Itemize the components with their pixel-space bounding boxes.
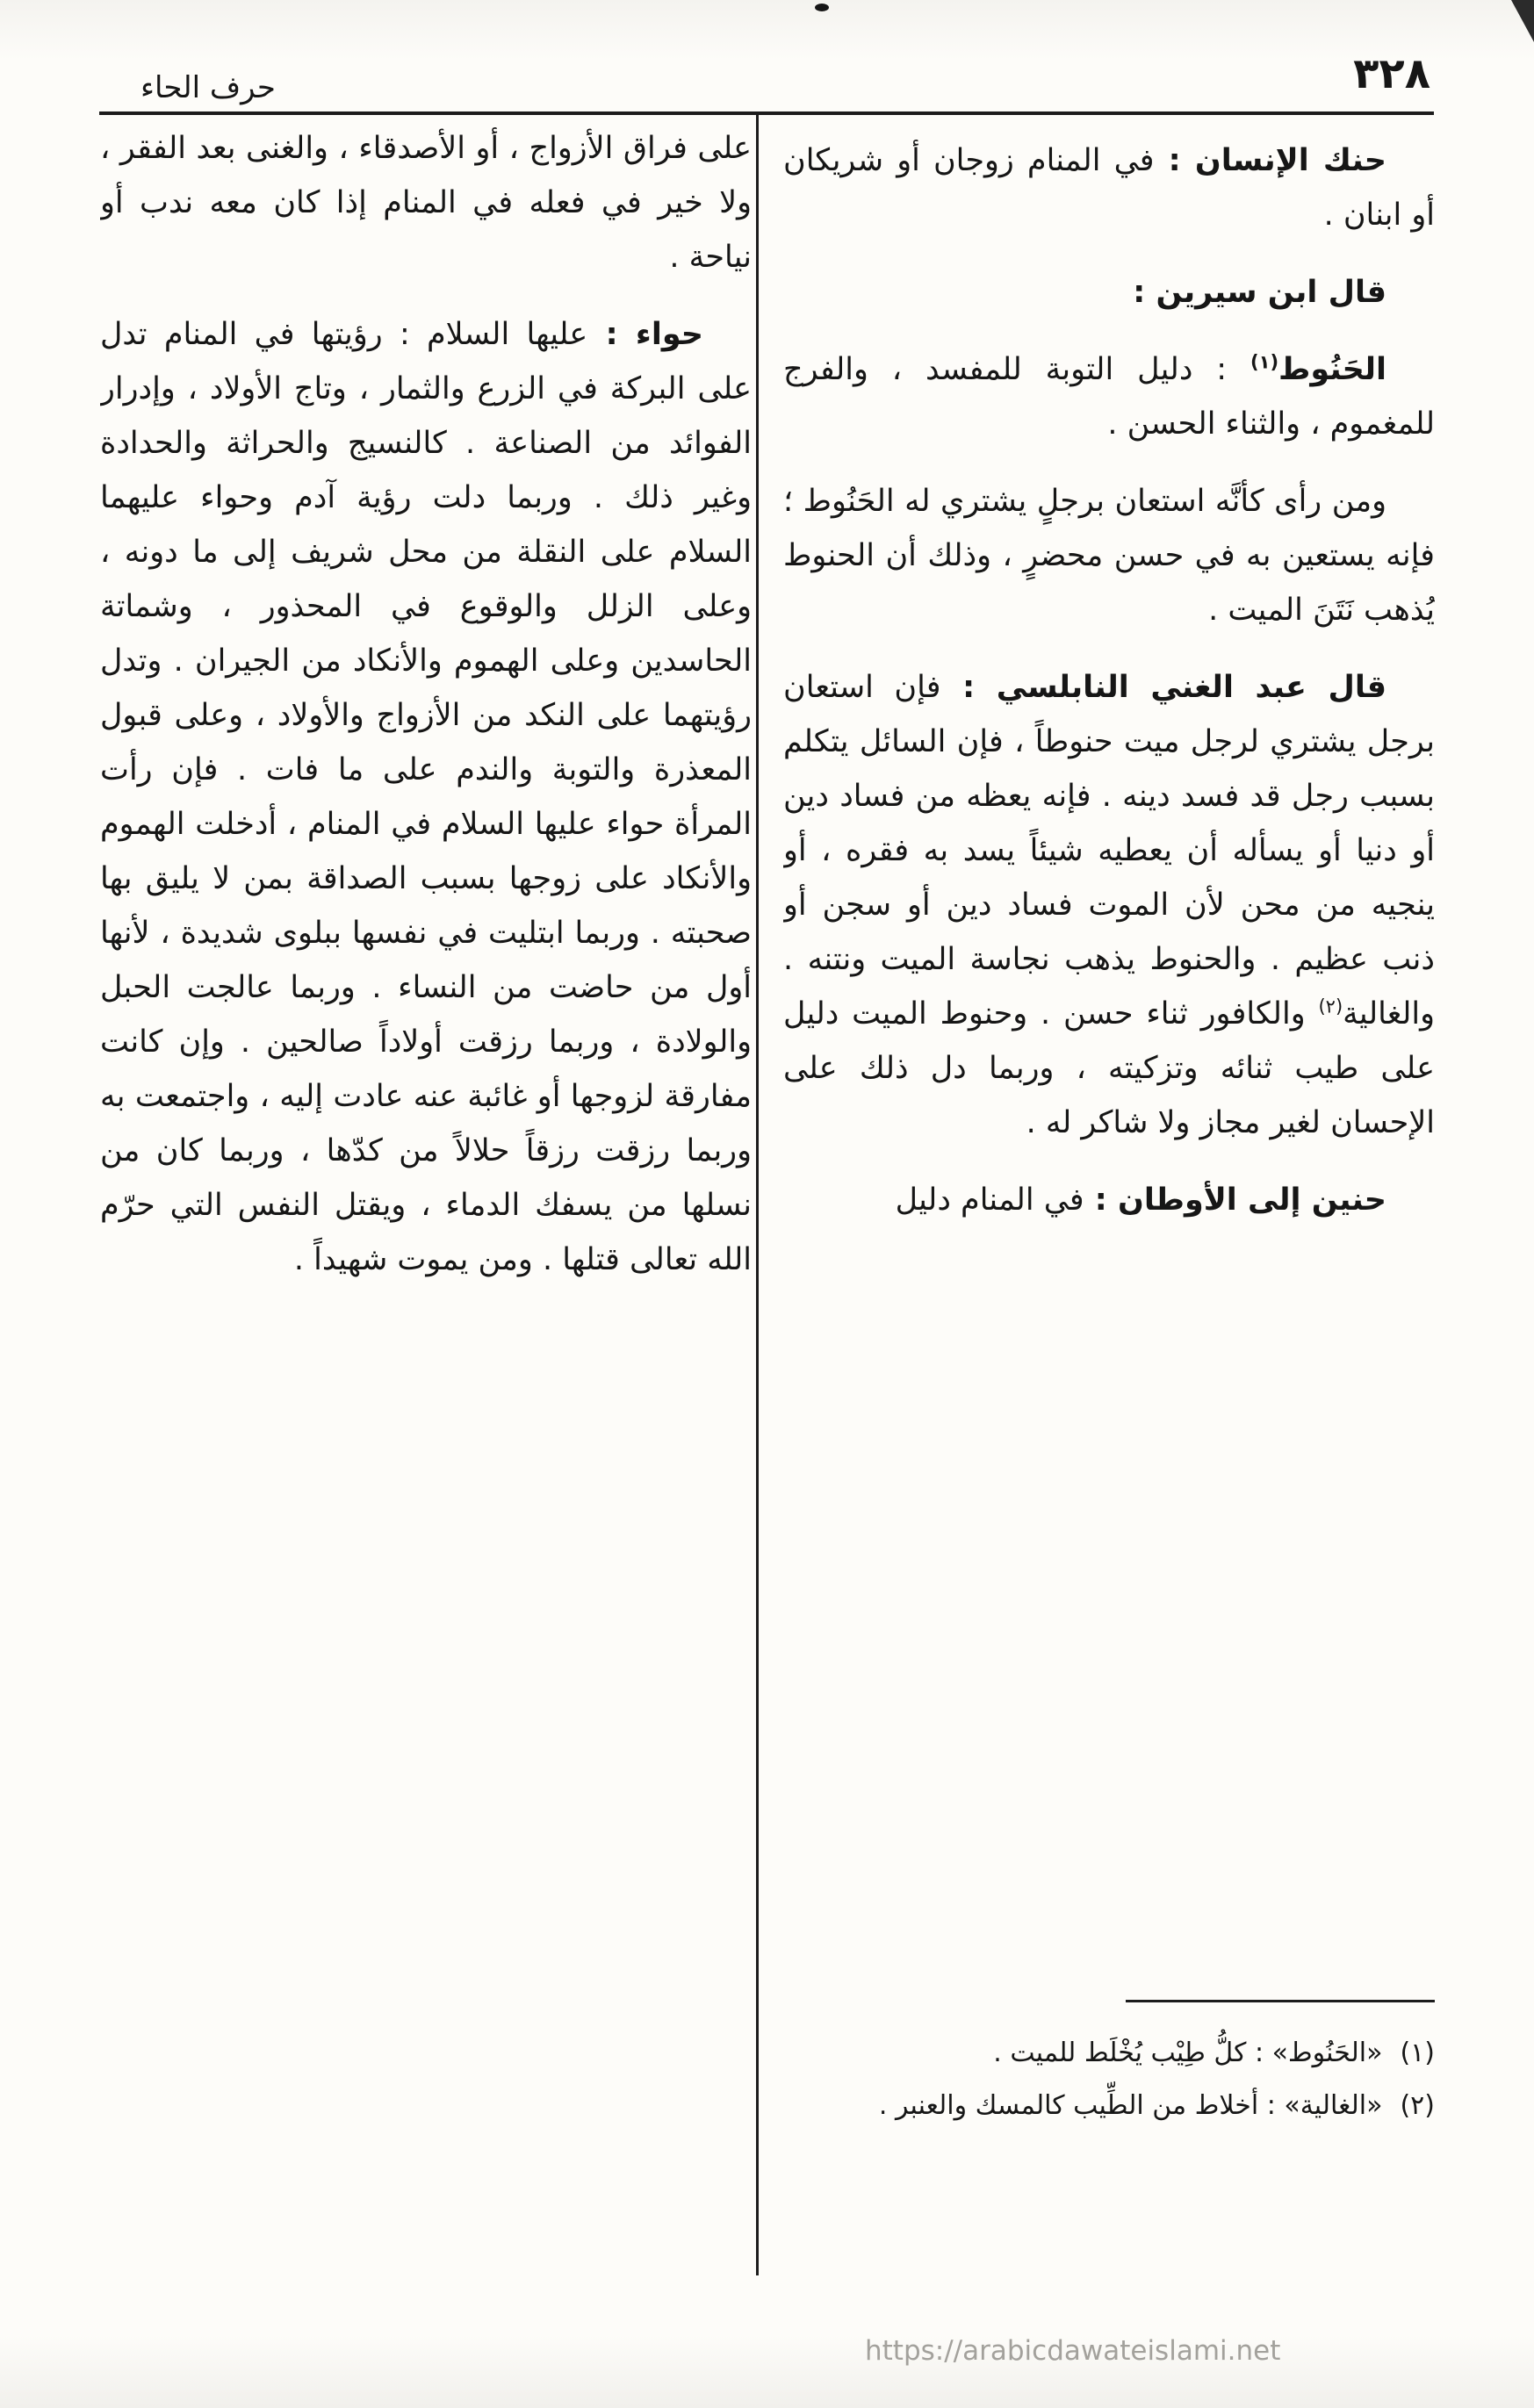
chapter-title: حرف الحاء: [140, 70, 276, 105]
paragraph: [783, 342, 1435, 451]
body-text: على فراق الأزواج ، أو الأصدقاء ، والغنى بعد الفقر ، ولا خير في فعله في المنام إذا كان معه ندب أو نياحة .: [100, 131, 752, 275]
entry-term: حواء :: [587, 317, 703, 352]
footnotes-block: [783, 2000, 1435, 2132]
footnote-separator: [1126, 2000, 1435, 2002]
footnote-marker: (٢): [1400, 2090, 1435, 2121]
paragraph: [783, 474, 1435, 637]
page-number: ٣٢٨: [1353, 49, 1430, 98]
footnote-marker: (١): [1400, 2038, 1435, 2068]
body-text: في المنام دليل: [895, 1182, 1084, 1218]
footnote-item: [783, 2027, 1435, 2080]
left-column: [100, 121, 752, 1310]
column-divider: [756, 111, 759, 2275]
entry-term: حنين إلى الأوطان :: [1084, 1182, 1386, 1218]
footnote-ref: (٢): [1318, 996, 1343, 1017]
body-text: والكافور ثناء حسن . وحنوط الميت دليل على طيب ثنائه وتزكيته ، وربما دل ذلك على الإحسان لغير مجاز ولا شاكر له .: [783, 996, 1435, 1140]
footnote-ref: (١): [1250, 351, 1279, 373]
body-text: في المنام زوجان أو شريكان أو ابنان .: [783, 143, 1435, 233]
paragraph: [783, 265, 1435, 320]
paragraph: [783, 1173, 1435, 1227]
entry-term: الحَنُوط: [1278, 352, 1386, 387]
scan-artifact: [1511, 0, 1534, 42]
watermark-url: https://arabicdawateislami.net: [865, 2335, 1281, 2367]
footnote-text: «الغالية» : أخلاط من الطِّيب كالمسك والعنبر .: [878, 2090, 1383, 2121]
right-column: [783, 133, 1435, 1250]
scan-artifact: [815, 4, 829, 11]
paragraph: [100, 121, 752, 284]
entry-term: حنك الإنسان :: [1154, 143, 1386, 178]
footnote-text: «الحَنُوط» : كلُّ طِيْب يُخْلَط للميت .: [993, 2038, 1383, 2068]
body-text: فإن استعان برجل يشتري لرجل ميت حنوطاً ، فإن السائل يتكلم بسبب رجل قد فسد دينه . فإنه يعظه من فساد دين أو دنيا أو يسأله أن يعطيه شيئاً يسد به فقره ، أو ينجيه من محن لأن الموت فساد دين أو سجن أو ذنب عظيم . والحنوط يذهب نجاسة الميت ونتنه . والغالية: [783, 670, 1435, 1031]
footnotes-list: [783, 2027, 1435, 2132]
paragraph: [783, 133, 1435, 242]
body-text: ومن رأى كأنَّه استعان برجلٍ يشتري له الحَنُوط ؛ فإنه يستعين به في حسن محضرٍ ، وذلك أن الحنوط يُذهب نَتَنَ الميت .: [783, 484, 1435, 628]
entry-term: قال ابن سيرين :: [1133, 275, 1386, 310]
entry-term: قال عبد الغني النابلسي :: [940, 670, 1386, 705]
footnote-item: [783, 2080, 1435, 2132]
paragraph: [100, 307, 752, 1287]
body-text: عليها السلام : رؤيتها في المنام تدل على البركة في الزرع والثمار ، وتاج الأولاد ، وإدرار الفوائد من الصناعة . كالنسيج والحراثة والحدادة وغير ذلك . وربما دلت رؤية آدم وحواء عليهما السلام على النقلة من محل شريف إلى ما دونه ، وعلى الزلل والوقوع في المحذور ، وشماتة الحاسدين وعلى الهموم والأنكاد من الجيران . وتدل رؤيتهما على النكد من الأزواج والأولاد ، وعلى قبول المعذرة والتوبة والندم على ما فات . فإن رأت المرأة حواء عليها السلام في المنام ، أدخلت الهموم والأنكاد على زوجها بسبب الصداقة بمن لا يليق بها صحبته . وربما ابتليت في نفسها ببلوى شديدة ، لأنها أول من حاضت من النساء . وربما عالجت الحبل والولادة ، وربما رزقت أولاداً صالحين . وإن كانت مفارقة لزوجها أو غائبة عنه عادت إليه ، واجتمعت به وربما رزقت رزقاً حلالاً من كدّها ، وربما كان من نسلها من يسفك الدماء ، ويقتل النفس التي حرّم الله تعالى قتلها . ومن يموت شهيداً .: [100, 317, 752, 1277]
paragraph: [783, 660, 1435, 1150]
body-text: : دليل التوبة للمفسد ، والفرج للمغموم ، والثناء الحسن .: [783, 352, 1435, 442]
header-rule: [99, 111, 1434, 115]
